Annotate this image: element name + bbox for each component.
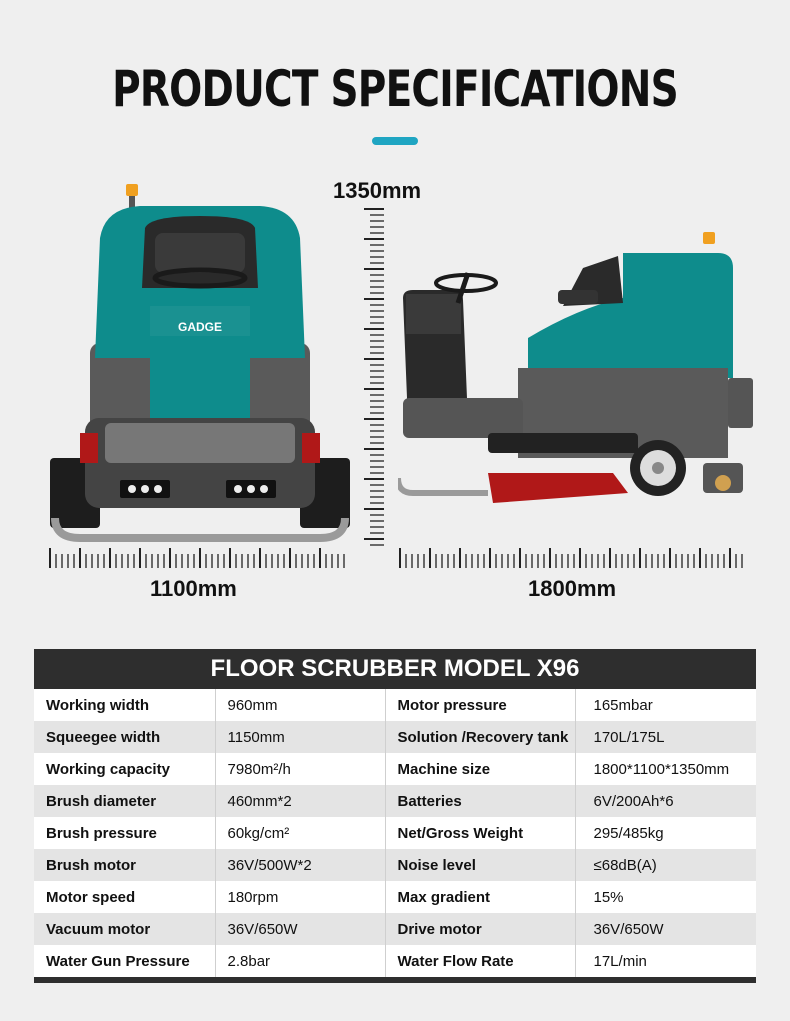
spec-table-title: FLOOR SCRUBBER MODEL X96 bbox=[34, 649, 756, 689]
spec-value: 460mm*2 bbox=[215, 785, 385, 817]
spec-name: Squeegee width bbox=[34, 721, 215, 753]
spec-table-section bbox=[34, 649, 756, 983]
side-view-machine-image bbox=[398, 228, 768, 518]
front-view-machine-image bbox=[50, 178, 350, 548]
spec-name: Solution /Recovery tank bbox=[385, 721, 575, 753]
spec-name: Motor speed bbox=[34, 881, 215, 913]
table-row bbox=[34, 753, 756, 785]
width-dimension-label: 1100mm bbox=[150, 576, 237, 601]
spec-name: Net/Gross Weight bbox=[385, 817, 575, 849]
spec-name: Brush pressure bbox=[34, 817, 215, 849]
spec-name: Brush diameter bbox=[34, 785, 215, 817]
spec-value: 960mm bbox=[215, 689, 385, 721]
spec-table bbox=[34, 689, 756, 983]
spec-name: Vacuum motor bbox=[34, 913, 215, 945]
table-row bbox=[34, 881, 756, 913]
spec-value: 15% bbox=[575, 881, 756, 913]
spec-value: 295/485kg bbox=[575, 817, 756, 849]
spec-value: 36V/650W bbox=[575, 913, 756, 945]
spec-value: 1150mm bbox=[215, 721, 385, 753]
width-ruler bbox=[48, 546, 348, 570]
spec-name: Brush motor bbox=[34, 849, 215, 881]
spec-value: 2.8bar bbox=[215, 945, 385, 980]
spec-value: 36V/500W*2 bbox=[215, 849, 385, 881]
spec-name: Motor pressure bbox=[385, 689, 575, 721]
spec-name: Water Flow Rate bbox=[385, 945, 575, 980]
spec-name: Water Gun Pressure bbox=[34, 945, 215, 980]
spec-value: 36V/650W bbox=[215, 913, 385, 945]
height-dimension-label: 1350mm bbox=[333, 178, 422, 203]
table-row bbox=[34, 849, 756, 881]
spec-value: 60kg/cm² bbox=[215, 817, 385, 849]
spec-value: 165mbar bbox=[575, 689, 756, 721]
spec-name: Working width bbox=[34, 689, 215, 721]
length-dimension-label: 1800mm bbox=[528, 576, 617, 601]
table-row bbox=[34, 945, 756, 980]
spec-name: Working capacity bbox=[34, 753, 215, 785]
spec-value: ≤68dB(A) bbox=[575, 849, 756, 881]
spec-value: 17L/min bbox=[575, 945, 756, 980]
spec-name: Machine size bbox=[385, 753, 575, 785]
table-row bbox=[34, 785, 756, 817]
height-ruler bbox=[360, 205, 390, 545]
spec-name: Drive motor bbox=[385, 913, 575, 945]
page-title: PRODUCT SPECIFICATIONS bbox=[112, 60, 678, 118]
spec-value: 1800*1100*1350mm bbox=[575, 753, 756, 785]
length-ruler bbox=[398, 546, 748, 570]
spec-value: 170L/175L bbox=[575, 721, 756, 753]
spec-value: 7980m²/h bbox=[215, 753, 385, 785]
title-accent-bar bbox=[372, 137, 418, 145]
spec-name: Batteries bbox=[385, 785, 575, 817]
table-row bbox=[34, 689, 756, 721]
spec-value: 180rpm bbox=[215, 881, 385, 913]
spec-name: Max gradient bbox=[385, 881, 575, 913]
table-row bbox=[34, 817, 756, 849]
table-row bbox=[34, 913, 756, 945]
brand-logo: GADGE bbox=[177, 320, 223, 334]
spec-value: 6V/200Ah*6 bbox=[575, 785, 756, 817]
spec-name: Noise level bbox=[385, 849, 575, 881]
table-row bbox=[34, 721, 756, 753]
